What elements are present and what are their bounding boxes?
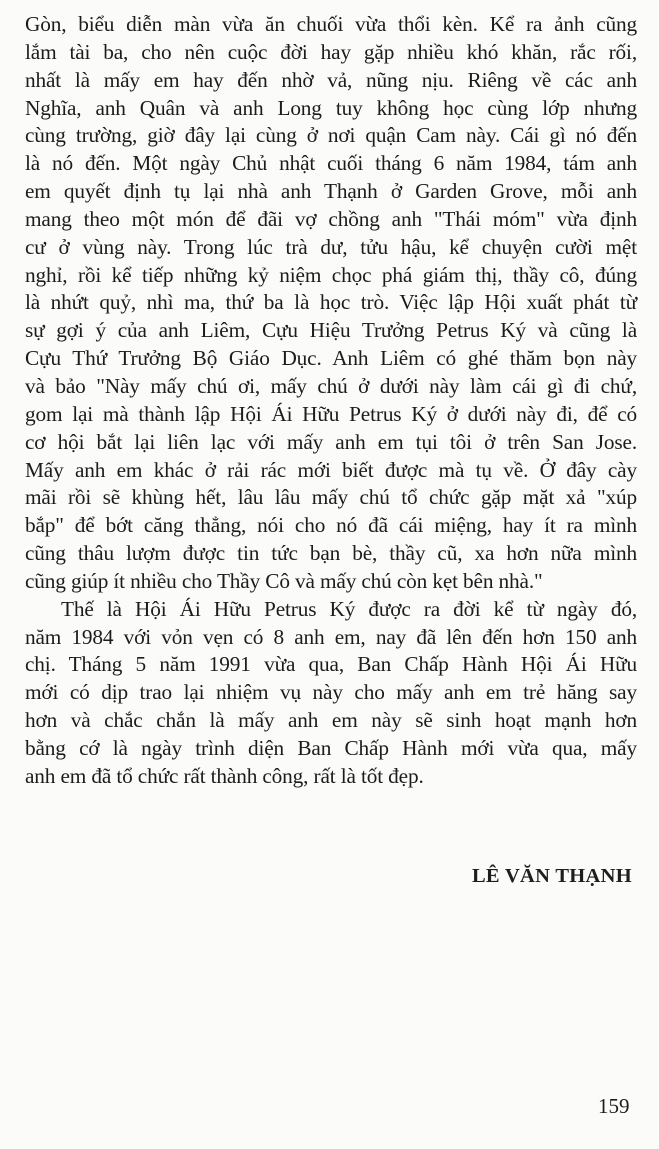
text-line: Mấy anh em khác ở rải rác mới biết được mà tụ về. Ở đây cày (25, 457, 637, 482)
text-line: gom lại mà thành lập Hội Ái Hữu Petrus Ký ở dưới này đi, để có (25, 401, 637, 426)
text-line: mãi rồi sẽ khùng hết, lâu lâu mấy chú tổ chức gặp mặt xả "xúp (25, 485, 637, 510)
paragraph-1 (25, 11, 637, 596)
text-line: cũng thâu lượm được tin tức bạn bè, thầy cũ, xa hơn nữa mình (25, 541, 637, 566)
page-body (25, 11, 637, 791)
text-line: bắp" để bớt căng thẳng, nói cho nó đã cái miệng, hay ít ra mình (25, 513, 637, 538)
text-line: và bảo "Này mấy chú ơi, mấy chú ở dưới này làm cái gì đi chứ, (25, 373, 637, 398)
text-line: năm 1984 với vỏn vẹn có 8 anh em, nay đã lên đến hơn 150 anh (25, 624, 637, 649)
text-line: là nhứt quỷ, nhì ma, thứ ba là học trò. Việc lập Hội xuất phát từ (25, 290, 637, 315)
text-line: cũng giúp ít nhiều cho Thầy Cô và mấy chú còn kẹt bên nhà." (25, 568, 543, 593)
text-line: mới có dịp trao lại nhiệm vụ này cho mấy anh em trẻ hăng say (25, 680, 637, 705)
paragraph-2 (25, 596, 637, 791)
text-line: Gòn, biểu diễn màn vừa ăn chuối vừa thổi kèn. Kể ra ảnh cũng (25, 12, 637, 36)
text-line: sự gợi ý của anh Liêm, Cựu Hiệu Trưởng Petrus Ký và cũng là (25, 318, 637, 343)
author-signature: LÊ VĂN THẠNH (471, 865, 632, 887)
text-line: nhất là mấy em hay đến nhờ vả, nũng nịu. Riêng về các anh (25, 67, 637, 92)
page-number: 159 (598, 1094, 630, 1118)
text-line: cơ hội bắt lại liên lạc với mấy anh em tụi tôi ở trên San Jose. (25, 429, 637, 454)
text-line: chị. Tháng 5 năm 1991 vừa qua, Ban Chấp Hành Hội Ái Hữu (25, 652, 637, 677)
text-line: lắm tài ba, cho nên cuộc đời hay gặp nhiều khó khăn, rắc rối, (25, 39, 637, 64)
text-line: là nó đến. Một ngày Chủ nhật cuối tháng 6 năm 1984, tám anh (25, 151, 637, 176)
text-line: cư ở vùng này. Trong lúc trà dư, tửu hậu, kể chuyện cười mệt (25, 234, 637, 259)
text-line: em quyết định tụ lại nhà anh Thạnh ở Garden Grove, mỗi anh (25, 179, 637, 204)
text-line: anh em đã tổ chức rất thành công, rất là tốt đẹp. (25, 763, 424, 788)
text-line: Nghĩa, anh Quân và anh Long tuy không học cùng lớp nhưng (25, 95, 637, 120)
text-line: nghỉ, rồi kể tiếp những kỷ niệm chọc phá giám thị, thầy cô, đúng (25, 262, 637, 287)
text-line: Cựu Thứ Trưởng Bộ Giáo Dục. Anh Liêm có ghé thăm bọn này (25, 346, 637, 371)
text-line: cùng trường, giờ đây lại cùng ở nơi quận Cam này. Cái gì nó đến (25, 123, 637, 148)
text-line: mang theo một món để đãi vợ chồng anh "Thái móm" vừa định (25, 206, 637, 231)
text-line: hơn và chắc chắn là mấy anh em này sẽ sinh hoạt mạnh hơn (25, 708, 637, 733)
text-line: bằng cớ là ngày trình diện Ban Chấp Hành mới vừa qua, mấy (25, 735, 637, 760)
text-line: Thế là Hội Ái Hữu Petrus Ký được ra đời kể từ ngày đó, (61, 596, 637, 621)
